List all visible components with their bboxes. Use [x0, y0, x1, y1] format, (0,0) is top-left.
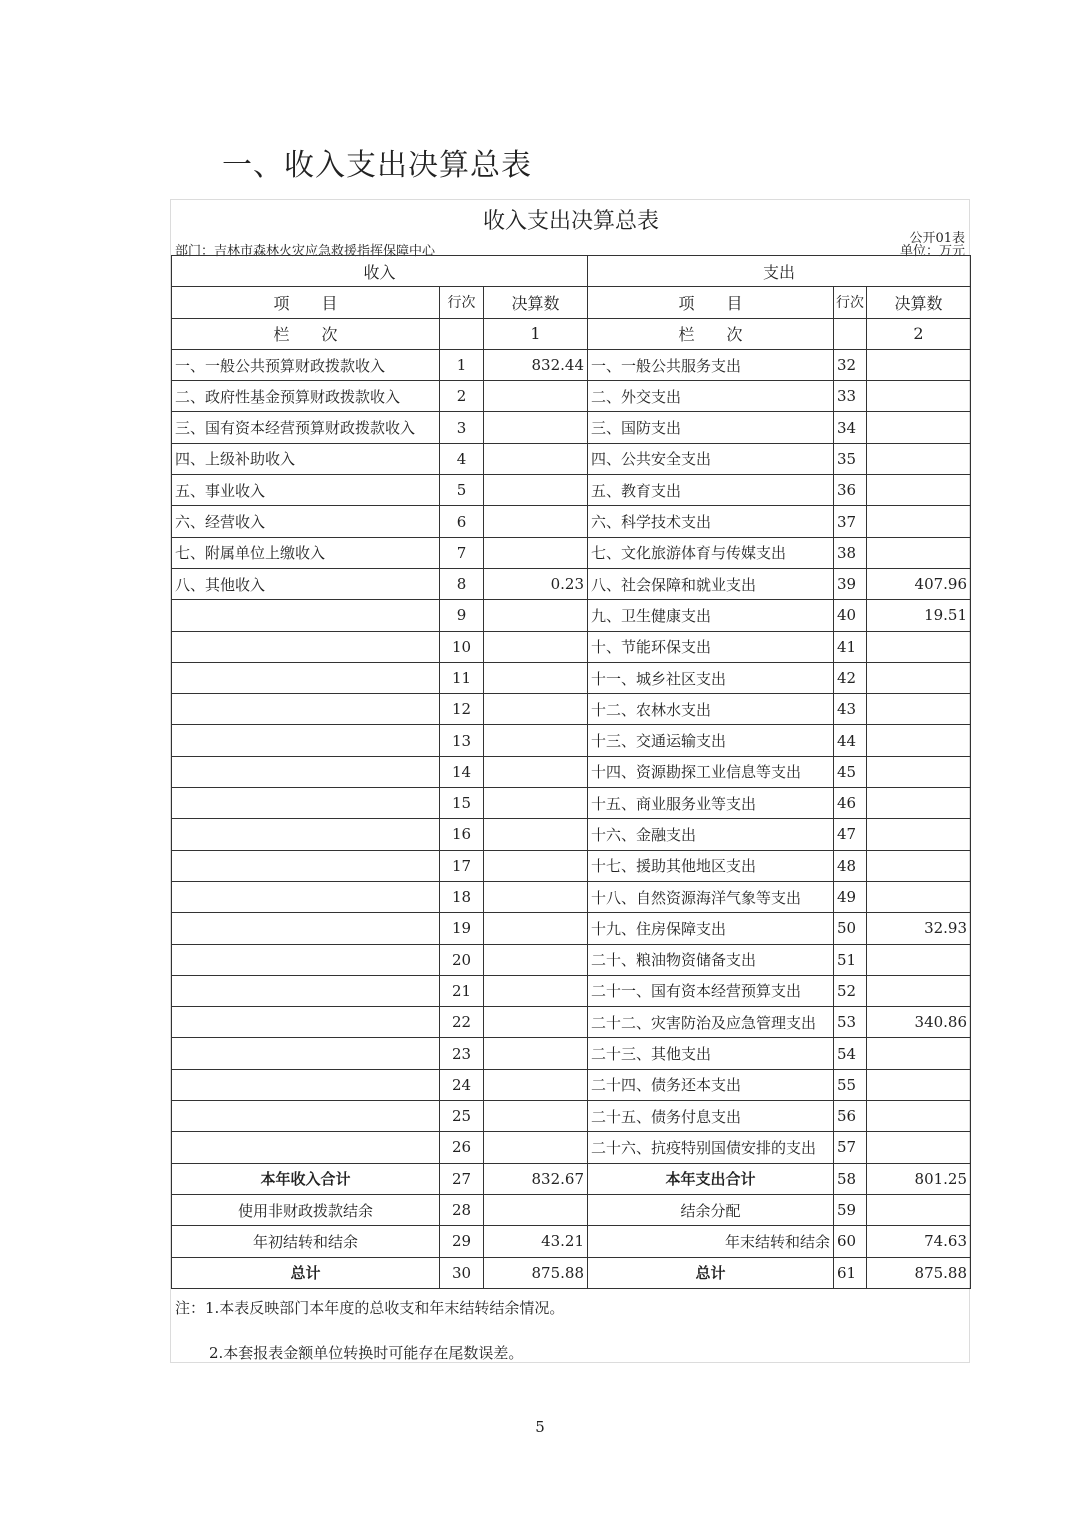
income-amount — [484, 819, 588, 850]
expense-amount: 32.93 — [867, 913, 971, 944]
income-item — [172, 694, 440, 725]
expense-amount — [867, 850, 971, 881]
income-amount — [484, 537, 588, 568]
col-index-right: 2 — [867, 318, 971, 349]
expense-item: 四、公共安全支出 — [588, 443, 834, 474]
col-index-left: 1 — [484, 318, 588, 349]
income-line-no: 7 — [440, 537, 484, 568]
summary-income-item: 年初结转和结余 — [172, 1226, 440, 1257]
expense-amount: 19.51 — [867, 600, 971, 631]
report-sheet — [170, 199, 970, 1363]
expense-line-no: 49 — [834, 881, 867, 912]
summary-row — [172, 1257, 971, 1288]
income-item: 三、国有资本经营预算财政拨款收入 — [172, 412, 440, 443]
expense-item: 二十四、债务还本支出 — [588, 1069, 834, 1100]
summary-expense-amount: 74.63 — [867, 1226, 971, 1257]
income-item — [172, 788, 440, 819]
income-line-no: 23 — [440, 1038, 484, 1069]
income-item — [172, 850, 440, 881]
table-row — [172, 881, 971, 912]
summary-row — [172, 1163, 971, 1194]
income-item — [172, 1038, 440, 1069]
expense-line-no: 46 — [834, 788, 867, 819]
income-item — [172, 1069, 440, 1100]
expense-item: 二十一、国有资本经营预算支出 — [588, 975, 834, 1006]
col-amount-header-right: 决算数 — [867, 287, 971, 318]
expense-item: 七、文化旅游体育与传媒支出 — [588, 537, 834, 568]
income-amount: 0.23 — [484, 568, 588, 599]
summary-expense-item: 结余分配 — [588, 1194, 834, 1225]
income-line-no: 15 — [440, 788, 484, 819]
summary-expense-line-no: 58 — [834, 1163, 867, 1194]
income-item — [172, 944, 440, 975]
table-row — [172, 381, 971, 412]
expense-item: 十二、农林水支出 — [588, 694, 834, 725]
income-amount — [484, 944, 588, 975]
income-header: 收入 — [172, 256, 588, 287]
income-line-no: 16 — [440, 819, 484, 850]
expense-item: 十六、金融支出 — [588, 819, 834, 850]
income-line-no: 13 — [440, 725, 484, 756]
col-line-header-right: 行次 — [834, 287, 867, 318]
income-line-no: 12 — [440, 694, 484, 725]
income-item — [172, 600, 440, 631]
income-line-no: 14 — [440, 756, 484, 787]
income-amount — [484, 756, 588, 787]
page-number: 5 — [535, 1418, 545, 1436]
income-item: 五、事业收入 — [172, 475, 440, 506]
table-row — [172, 631, 971, 662]
income-line-no: 2 — [440, 381, 484, 412]
income-item: 八、其他收入 — [172, 568, 440, 599]
col-label-left: 栏 次 — [172, 318, 440, 349]
summary-expense-amount: 801.25 — [867, 1163, 971, 1194]
income-amount — [484, 975, 588, 1006]
summary-income-item: 总计 — [172, 1257, 440, 1288]
expense-amount — [867, 412, 971, 443]
expense-line-no: 52 — [834, 975, 867, 1006]
expense-amount — [867, 381, 971, 412]
expense-line-no: 33 — [834, 381, 867, 412]
income-line-no: 22 — [440, 1007, 484, 1038]
income-line-no: 21 — [440, 975, 484, 1006]
income-line-no: 24 — [440, 1069, 484, 1100]
table-row — [172, 819, 971, 850]
income-amount — [484, 600, 588, 631]
summary-expense-item: 年末结转和结余 — [588, 1226, 834, 1257]
income-line-no: 26 — [440, 1132, 484, 1163]
column-index-row — [172, 318, 971, 349]
summary-income-item: 本年收入合计 — [172, 1163, 440, 1194]
expense-amount — [867, 443, 971, 474]
expense-amount — [867, 788, 971, 819]
expense-amount: 340.86 — [867, 1007, 971, 1038]
income-line-no: 8 — [440, 568, 484, 599]
income-amount — [484, 381, 588, 412]
expense-header: 支出 — [588, 256, 971, 287]
expense-item: 二十六、抗疫特别国债安排的支出 — [588, 1132, 834, 1163]
table-header-row — [172, 256, 971, 287]
expense-line-no: 36 — [834, 475, 867, 506]
income-amount — [484, 662, 588, 693]
income-line-no: 6 — [440, 506, 484, 537]
expense-item: 二、外交支出 — [588, 381, 834, 412]
income-line-no: 3 — [440, 412, 484, 443]
expense-item: 一、一般公共服务支出 — [588, 349, 834, 380]
income-item — [172, 1101, 440, 1132]
income-amount — [484, 850, 588, 881]
expense-line-no: 55 — [834, 1069, 867, 1100]
income-line-no: 17 — [440, 850, 484, 881]
income-line-no: 5 — [440, 475, 484, 506]
expense-line-no: 54 — [834, 1038, 867, 1069]
income-item — [172, 756, 440, 787]
expense-item: 二十二、灾害防治及应急管理支出 — [588, 1007, 834, 1038]
expense-amount — [867, 756, 971, 787]
table-row — [172, 443, 971, 474]
income-line-no: 19 — [440, 913, 484, 944]
expense-item: 二十、粮油物资储备支出 — [588, 944, 834, 975]
income-item — [172, 725, 440, 756]
expense-item: 十五、商业服务业等支出 — [588, 788, 834, 819]
empty-cell — [834, 318, 867, 349]
expense-item: 三、国防支出 — [588, 412, 834, 443]
table-row — [172, 975, 971, 1006]
income-amount — [484, 412, 588, 443]
expense-line-no: 53 — [834, 1007, 867, 1038]
expense-line-no: 56 — [834, 1101, 867, 1132]
income-amount — [484, 1007, 588, 1038]
expense-line-no: 51 — [834, 944, 867, 975]
expense-amount — [867, 1069, 971, 1100]
expense-amount — [867, 819, 971, 850]
income-item — [172, 819, 440, 850]
expense-item: 十四、资源勘探工业信息等支出 — [588, 756, 834, 787]
income-item — [172, 1132, 440, 1163]
expense-amount — [867, 881, 971, 912]
income-line-no: 1 — [440, 349, 484, 380]
income-line-no: 18 — [440, 881, 484, 912]
income-amount — [484, 881, 588, 912]
table-row — [172, 349, 971, 380]
expense-amount — [867, 506, 971, 537]
income-line-no: 20 — [440, 944, 484, 975]
income-item: 七、附属单位上缴收入 — [172, 537, 440, 568]
table-row — [172, 506, 971, 537]
income-amount — [484, 788, 588, 819]
table-row — [172, 600, 971, 631]
income-amount — [484, 1132, 588, 1163]
summary-income-amount: 832.67 — [484, 1163, 588, 1194]
income-amount: 832.44 — [484, 349, 588, 380]
income-line-no: 4 — [440, 443, 484, 474]
col-item-header: 项 目 — [172, 287, 440, 318]
section-heading: 一、收入支出决算总表 — [222, 148, 532, 183]
table-row — [172, 1132, 971, 1163]
table-row — [172, 568, 971, 599]
summary-income-line-no: 29 — [440, 1226, 484, 1257]
expense-line-no: 44 — [834, 725, 867, 756]
summary-income-amount: 875.88 — [484, 1257, 588, 1288]
expense-amount — [867, 1132, 971, 1163]
expense-amount — [867, 662, 971, 693]
expense-item: 五、教育支出 — [588, 475, 834, 506]
table-row — [172, 475, 971, 506]
column-header-row — [172, 287, 971, 318]
expense-amount — [867, 1101, 971, 1132]
sheet-title: 收入支出决算总表 — [482, 209, 659, 234]
table-row — [172, 537, 971, 568]
expense-amount — [867, 537, 971, 568]
income-item: 六、经营收入 — [172, 506, 440, 537]
table-row — [172, 1101, 971, 1132]
expense-amount — [867, 475, 971, 506]
expense-line-no: 34 — [834, 412, 867, 443]
expense-amount — [867, 944, 971, 975]
income-expense-table — [171, 255, 971, 1289]
unit-label: 单位：万元 — [899, 244, 965, 259]
summary-income-line-no: 28 — [440, 1194, 484, 1225]
income-line-no: 9 — [440, 600, 484, 631]
col-line-header: 行次 — [440, 287, 484, 318]
income-item — [172, 913, 440, 944]
empty-cell — [440, 318, 484, 349]
table-row — [172, 412, 971, 443]
expense-amount — [867, 349, 971, 380]
expense-line-no: 35 — [834, 443, 867, 474]
expense-amount — [867, 975, 971, 1006]
expense-item: 十、节能环保支出 — [588, 631, 834, 662]
expense-item: 六、科学技术支出 — [588, 506, 834, 537]
note-2: 2.本套报表金额单位转换时可能存在尾数误差。 — [209, 1344, 524, 1362]
income-item — [172, 631, 440, 662]
income-amount — [484, 443, 588, 474]
income-amount — [484, 1069, 588, 1100]
income-item — [172, 1007, 440, 1038]
expense-line-no: 39 — [834, 568, 867, 599]
expense-line-no: 42 — [834, 662, 867, 693]
expense-item: 十三、交通运输支出 — [588, 725, 834, 756]
expense-item: 十七、援助其他地区支出 — [588, 850, 834, 881]
expense-line-no: 47 — [834, 819, 867, 850]
summary-expense-line-no: 61 — [834, 1257, 867, 1288]
expense-line-no: 41 — [834, 631, 867, 662]
table-row — [172, 1038, 971, 1069]
income-amount — [484, 631, 588, 662]
expense-line-no: 37 — [834, 506, 867, 537]
summary-income-amount: 43.21 — [484, 1226, 588, 1257]
table-row — [172, 788, 971, 819]
expense-amount — [867, 631, 971, 662]
income-line-no: 10 — [440, 631, 484, 662]
table-row — [172, 1069, 971, 1100]
expense-item: 二十五、债务付息支出 — [588, 1101, 834, 1132]
expense-item: 十八、自然资源海洋气象等支出 — [588, 881, 834, 912]
income-amount — [484, 506, 588, 537]
income-amount — [484, 694, 588, 725]
table-row — [172, 725, 971, 756]
summary-expense-line-no: 59 — [834, 1194, 867, 1225]
income-item — [172, 975, 440, 1006]
income-item: 四、上级补助收入 — [172, 443, 440, 474]
summary-row — [172, 1226, 971, 1257]
expense-item: 九、卫生健康支出 — [588, 600, 834, 631]
col-amount-header: 决算数 — [484, 287, 588, 318]
income-line-no: 11 — [440, 662, 484, 693]
table-row — [172, 1007, 971, 1038]
income-amount — [484, 1101, 588, 1132]
expense-line-no: 38 — [834, 537, 867, 568]
summary-expense-item: 本年支出合计 — [588, 1163, 834, 1194]
expense-line-no: 32 — [834, 349, 867, 380]
summary-income-item: 使用非财政拨款结余 — [172, 1194, 440, 1225]
table-row — [172, 850, 971, 881]
table-row — [172, 756, 971, 787]
expense-line-no: 40 — [834, 600, 867, 631]
summary-expense-amount: 875.88 — [867, 1257, 971, 1288]
col-item-header-right: 项 目 — [588, 287, 834, 318]
expense-item: 十九、住房保障支出 — [588, 913, 834, 944]
expense-item: 八、社会保障和就业支出 — [588, 568, 834, 599]
income-item — [172, 881, 440, 912]
table-row — [172, 913, 971, 944]
expense-line-no: 50 — [834, 913, 867, 944]
expense-line-no: 43 — [834, 694, 867, 725]
expense-amount — [867, 694, 971, 725]
expense-line-no: 57 — [834, 1132, 867, 1163]
expense-line-no: 48 — [834, 850, 867, 881]
income-amount — [484, 725, 588, 756]
form-number: 公开01表 — [909, 231, 965, 246]
table-row — [172, 662, 971, 693]
summary-expense-item: 总计 — [588, 1257, 834, 1288]
income-item — [172, 662, 440, 693]
income-amount — [484, 475, 588, 506]
income-amount — [484, 913, 588, 944]
expense-item: 十一、城乡社区支出 — [588, 662, 834, 693]
summary-row — [172, 1194, 971, 1225]
col-label-right: 栏 次 — [588, 318, 834, 349]
summary-expense-amount — [867, 1194, 971, 1225]
department-label: 部门：吉林市森林火灾应急救援指挥保障中心 — [175, 244, 436, 259]
note-1: 注：1.本表反映部门本年度的总收支和年末结转结余情况。 — [175, 1299, 565, 1317]
table-row — [172, 694, 971, 725]
expense-line-no: 45 — [834, 756, 867, 787]
income-item: 二、政府性基金预算财政拨款收入 — [172, 381, 440, 412]
expense-amount — [867, 1038, 971, 1069]
income-amount — [484, 1038, 588, 1069]
summary-income-line-no: 27 — [440, 1163, 484, 1194]
income-item: 一、一般公共预算财政拨款收入 — [172, 349, 440, 380]
summary-income-line-no: 30 — [440, 1257, 484, 1288]
table-row — [172, 944, 971, 975]
summary-income-amount — [484, 1194, 588, 1225]
expense-item: 二十三、其他支出 — [588, 1038, 834, 1069]
summary-expense-line-no: 60 — [834, 1226, 867, 1257]
expense-amount — [867, 725, 971, 756]
income-line-no: 25 — [440, 1101, 484, 1132]
expense-amount: 407.96 — [867, 568, 971, 599]
